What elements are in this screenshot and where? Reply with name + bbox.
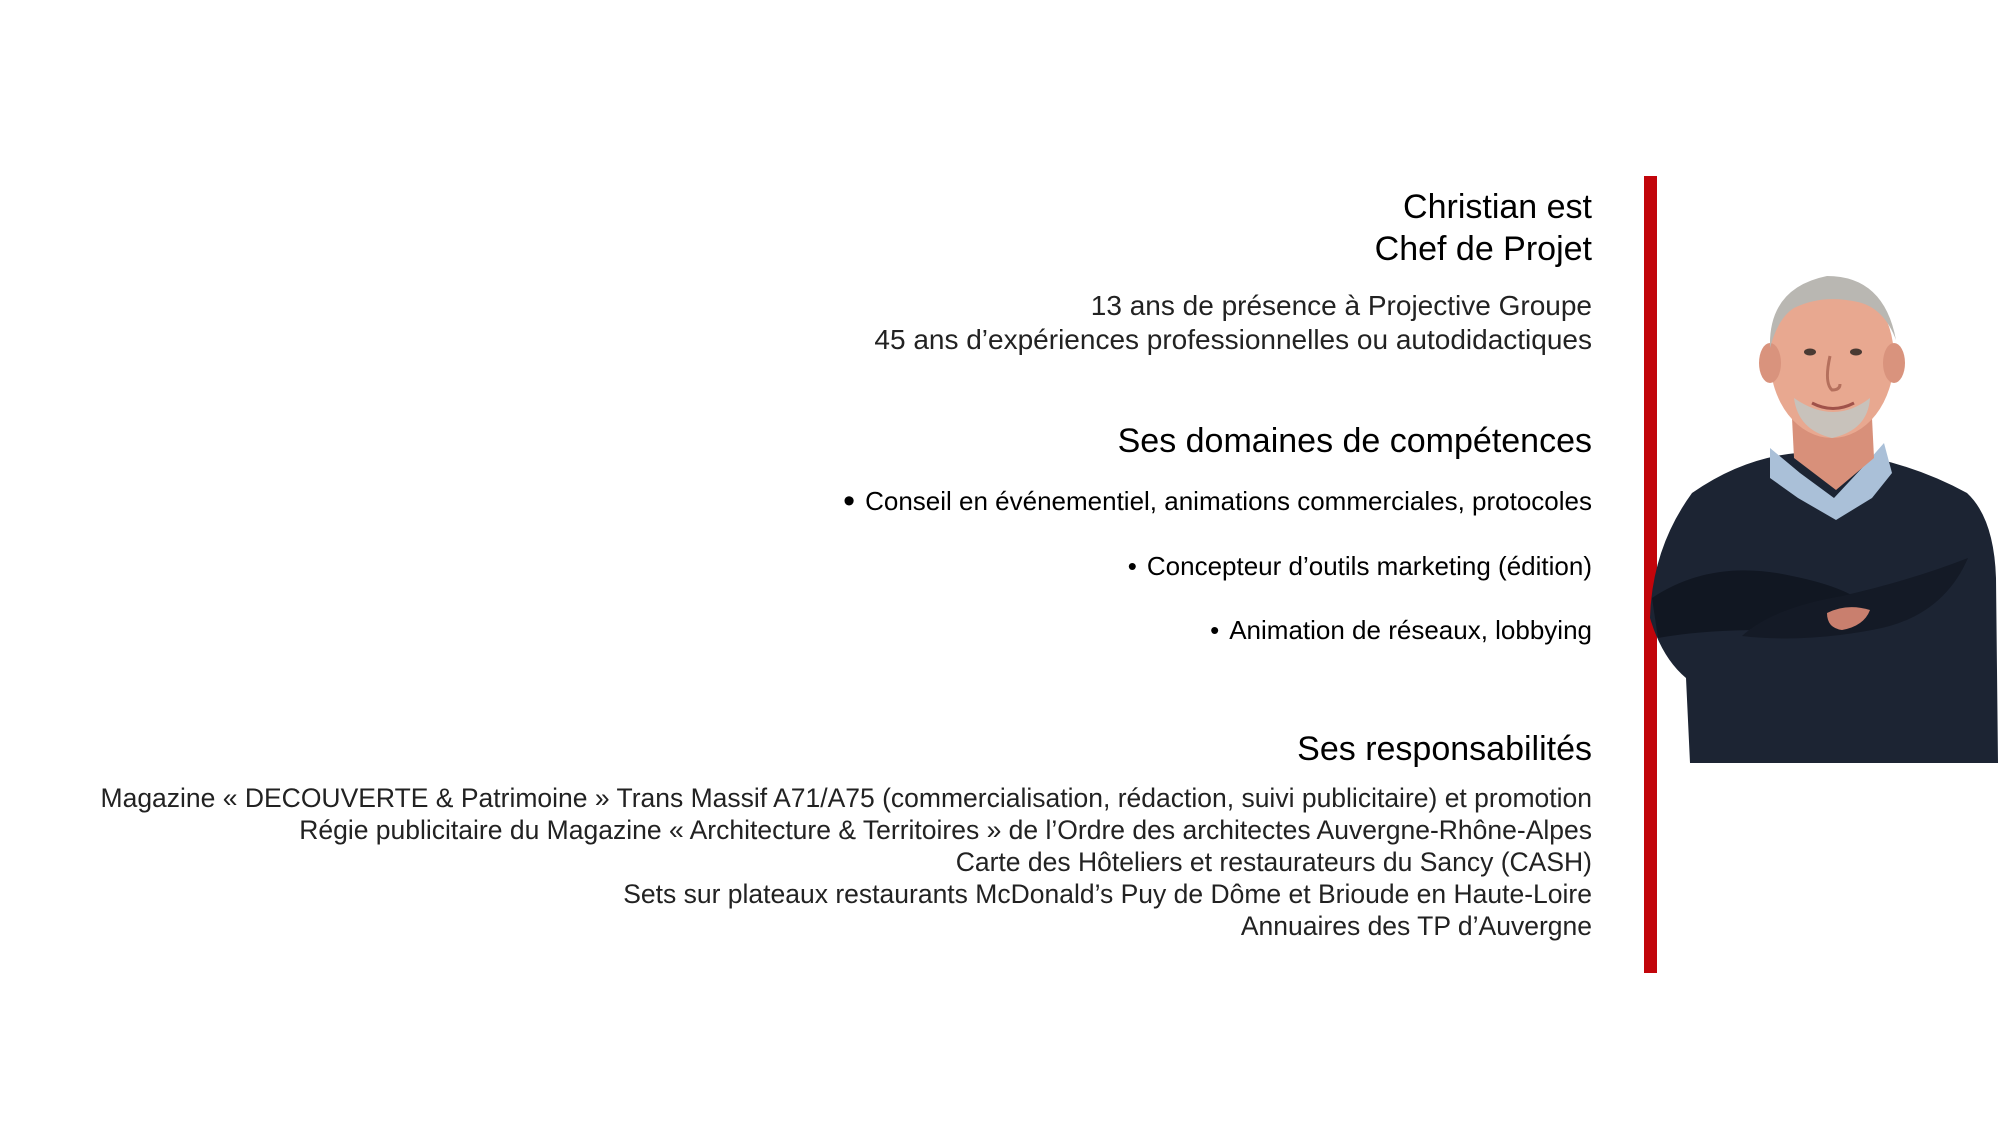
skill-item-label: Animation de réseaux, lobbying xyxy=(1229,615,1592,645)
responsibilities-heading: Ses responsabilités xyxy=(1297,730,1592,768)
skill-item-label: Concepteur d’outils marketing (édition) xyxy=(1146,551,1592,581)
experience-years: 45 ans d’expériences professionnelles ou autodidactiques xyxy=(874,324,1592,355)
presence-years: 13 ans de présence à Projective Groupe xyxy=(1090,290,1592,321)
profile-title-line-1: Christian est xyxy=(1403,188,1592,226)
profile-title-line-2: Chef de Projet xyxy=(1374,230,1592,268)
skill-item-label: Conseil en événementiel, animations commerciales, protocoles xyxy=(865,486,1592,516)
skill-item xyxy=(843,482,1592,520)
bullet-icon: • xyxy=(1127,551,1137,581)
responsibility-item: Régie publicitaire du Magazine « Architecture & Territoires » de l’Ordre des architectes Auvergne-Rhône-Alpes xyxy=(299,815,1592,845)
skill-item xyxy=(1128,550,1592,582)
responsibility-item: Sets sur plateaux restaurants McDonald’s Puy de Dôme et Brioude en Haute-Loire xyxy=(623,879,1592,909)
bullet-icon: • xyxy=(1210,615,1220,645)
bullet-icon: • xyxy=(843,482,856,520)
skill-item xyxy=(1210,614,1592,646)
responsibility-item: Annuaires des TP d’Auvergne xyxy=(1240,911,1592,941)
responsibility-item: Carte des Hôteliers et restaurateurs du Sancy (CASH) xyxy=(955,847,1592,877)
skills-heading: Ses domaines de compétences xyxy=(1117,422,1592,460)
responsibility-item: Magazine « DECOUVERTE & Patrimoine » Trans Massif A71/A75 (commercialisation, rédaction, suivi publicitaire) et promotion xyxy=(100,783,1592,813)
portrait-photo xyxy=(1622,258,2000,763)
